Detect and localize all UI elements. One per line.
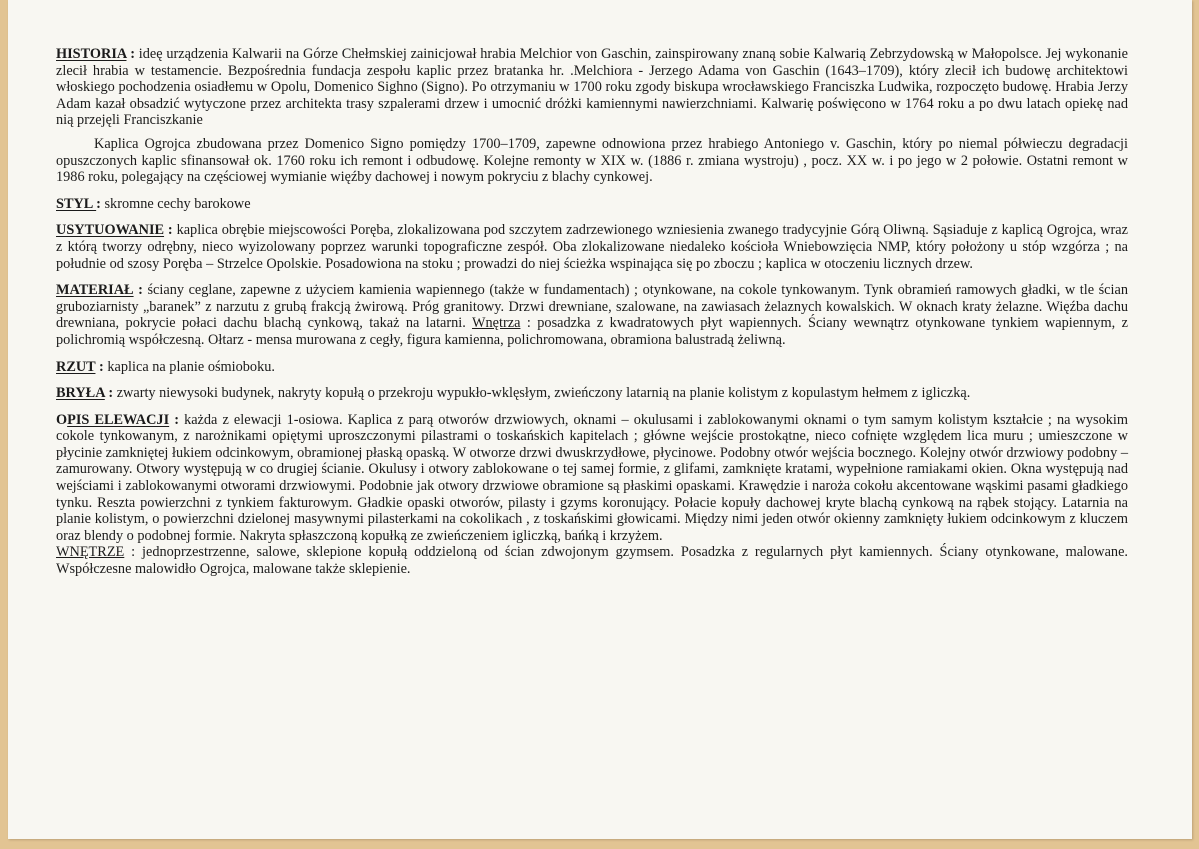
section-historia-cont [56, 136, 1128, 186]
document-body [56, 46, 1128, 586]
rzut-heading: RZUT [56, 358, 96, 375]
opis-elewacji-separator: : [169, 411, 185, 428]
material-wnetrza-subheading: Wnętrza [472, 315, 521, 332]
section-bryla [56, 385, 1128, 402]
styl-text: skromne cechy barokowe [104, 195, 251, 212]
wnetrze-text: jednoprzestrzenne, salowe, sklepione kopułą oddzieloną od ścian zdwojonym gzymsem. Posadzka z regularnych płyt kamiennych. Ściany otynkowane, malowane. Współczesne malowidło Ogrojca, malowane także sklepienie. [56, 544, 1129, 578]
historia-paragraph-1 [56, 46, 1128, 129]
rzut-text: kaplica na planie ośmioboku. [107, 358, 275, 375]
material-separator: : [133, 282, 148, 299]
scanned-page [8, 0, 1192, 839]
opis-elewacji-text: każda z elewacji 1-osiowa. Kaplica z parą otworów drzwiowych, oknami – okulusami i zablokowanymi oknami o tym samym kolistym kształcie ; na wysokim cokole tynkowanym, z narożnikami opiętymi uproszczonymi pilastrami o toskańskich kapitelach ; główne wejście prostokątne, nieco cofnięte względem lica muru ; umieszczone w płycinie zamkniętej łukiem odcinkowym, obramionej płaską opaską. W otworze drzwi dwuskrzydłowe, płycinowe. Podobny otwór wejścia bocznego. Kolejny otwór drzwiowy podobny – zamurowany. Otwory występują w co drugiej ścianie. Okulusy i otwory zablokowane o tej samej formie, z glifami, zamknięte kratami, wypełnione ramiakami okien. Okna występują nad wejściami i zablokowanymi otworami drzwiowymi. Podobnie jak otwory drzwiowe obramione są płaskimi opaskami. Krawędzie i naroża cokołu akcentowane wąskimi pasami gładkiego tynku. Reszta powierzchni z tynkiem fakturowym. Gładkie opaski otworów, pilasty i gzyms koronujący. Połacie kopuły dachowej kryte blachą cynkową na rąbek stojący. Latarnia na planie kolistym, o powierzchni dzielonej masywnymi pilasterkami na cokolikach , z toskańskimi głowicami. Między nimi jeden otwór okienny zamknięty łukiem odcinkowym z kluczem oraz blendy o podobnej formie. Nakryta spłaszczoną kopułką ze zwieńczeniem igliczką, bańką i krzyżem. [56, 411, 1128, 544]
bryla-text: zwarty niewysoki budynek, nakryty kopułą o przekroju wypukło-wklęsłym, zwieńczony latarnią na planie kolistym z kopulastym hełmem z igliczką. [116, 385, 971, 402]
historia-separator: : [126, 46, 139, 62]
bryla-separator: : [104, 385, 117, 402]
rzut-paragraph [56, 359, 1128, 376]
material-paragraph [56, 282, 1128, 348]
section-historia [56, 46, 1128, 129]
bryla-heading: BRYŁA [56, 385, 105, 402]
material-text-before: ściany ceglane, zapewne z użyciem kamienia wapiennego (także w fundamentach) ; otynkowane, na cokole tynkowanym. Tynk obramień ramowych gładki, w tle ścian gruboziarnisty „baranek” z narzutu z grubą frakcją żwirową. Próg granitowy. Drzwi drewniane, szalowane, na zawiasach żelaznych kowalskich. W oknach kraty żelazne. Więźba dachu drewniana, pokrycie połaci dachu blachą cynkową, takaż na latarni. [56, 282, 1128, 332]
usytuowanie-text: kaplica obrębie miejscowości Poręba, zlokalizowana pod szczytem zadrzewionego wzniesienia zwanego tradycyjnie Górą Oliwną. Sąsiaduje z kaplicą Ogrojca, wraz z którą tworzy odrębny, nieco wyizolowany poprzez warunki topograficzne zespół. Oba zlokalizowane niedaleko kościoła Wniebowzięcia NMP, który położony u stóp wzgórza ; na południe od szosy Poręba – Strzelce Opolskie. Posadowiona na stoku ; prowadzi do niej ścieżka wspinająca się po zboczu ; kaplica w otoczeniu licznych drzew. [56, 222, 1128, 272]
opis-elewacji-heading-initial: O [56, 411, 68, 428]
opis-elewacji-heading: PIS ELEWACJI [67, 411, 170, 428]
section-wnetrze [56, 544, 1128, 577]
material-heading: MATERIAŁ [56, 282, 134, 299]
bryla-paragraph [56, 385, 1128, 402]
styl-paragraph [56, 196, 1128, 213]
historia-text-1: ideę urządzenia Kalwarii na Górze Chełmskiej zainicjował hrabia Melchior von Gaschin, zainspirowany znaną sobie Kalwarią Zebrzydowską w Małopolsce. Jej wykonanie zlecił hrabia w testamencie. Bezpośrednia fundacja zespołu kaplic przez bratanka hr. .Melchiora - Jerzego Adama von Gaschin (1643–1709), który zlecił ich budowę architektowi włoskiego pochodzenia osiadłemu w Opolu, Domenico Sighno (Signo). Po otrzymaniu w 1700 roku zgody biskupa wrocławskiego Franciszka Ludwika, rozpoczęto budowę. Hrabia Jerzy Adam kazał obsadzić wytyczone przez architekta trasy szpalerami drzew i umocnić dróżki kamiennymi nawierzchniami. Kalwarię poświęcono w 1764 roku a po dwu latach opiekę nad nią przejęli Franciszkanie [56, 46, 1128, 129]
usytuowanie-paragraph [56, 222, 1128, 272]
wnetrze-paragraph [56, 544, 1128, 577]
section-usytuowanie [56, 222, 1128, 272]
styl-separator: : [96, 195, 105, 212]
historia-heading: HISTORIA [56, 46, 127, 62]
material-text-after: : posadzka z kwadratowych płyt wapiennych. Ściany wewnątrz otynkowane tynkiem wapiennym, z polichromią współczesną. Ołtarz - mensa murowana z cegły, figura kamienna, polichromowana, obramiona balustradą żeliwną. [56, 315, 1128, 348]
section-opis-elewacji [56, 412, 1128, 545]
styl-heading: STYL [56, 195, 97, 212]
usytuowanie-heading: USYTUOWANIE [56, 222, 165, 239]
wnetrze-heading: WNĘTRZE [56, 544, 125, 561]
wnetrze-separator: : [124, 544, 143, 561]
section-rzut [56, 359, 1128, 376]
section-styl [56, 196, 1128, 213]
rzut-separator: : [95, 358, 108, 375]
historia-paragraph-2: Kaplica Ogrojca zbudowana przez Domenico Signo pomiędzy 1700–1709, zapewne odnowiona przez hrabiego Antoniego v. Gaschin, który po niemal półwieczu degradacji opuszczonych kaplic sfinansował ok. 1760 roku ich remont i odbudowę. Kolejne remonty w XIX w. (1886 r. zmiana wystroju) , pocz. XX w. i po jego w 2 połowie. Ostatni remont w 1986 roku, polegający na częściowej wymianie więźby dachowej i nowym pokryciu z blachy cynkowej. [56, 135, 1128, 186]
section-material [56, 282, 1128, 348]
opis-elewacji-paragraph [56, 412, 1128, 545]
usytuowanie-separator: : [164, 222, 177, 239]
